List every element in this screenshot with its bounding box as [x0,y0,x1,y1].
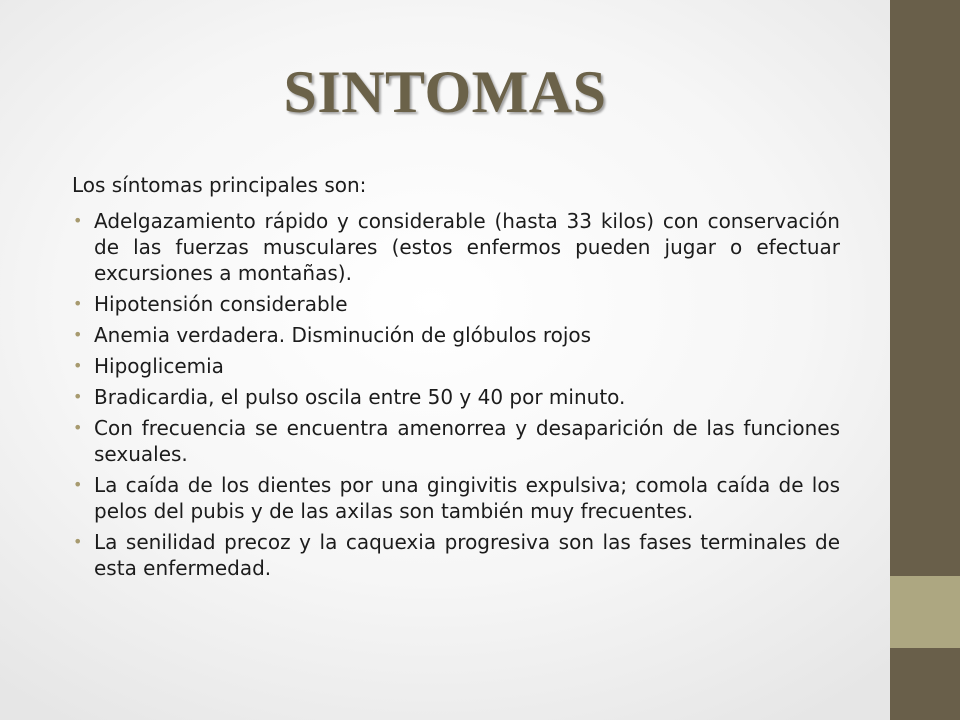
bullet-icon: • [73,418,83,437]
side-accent-bar-bottom [890,648,960,720]
list-item-text: La senilidad precoz y la caquexia progresiva son las fases terminales de esta enfermedad. [94,530,840,580]
slide-body [72,170,840,586]
bullet-icon: • [73,294,83,313]
list-item [72,208,840,286]
bullet-icon: • [73,325,83,344]
side-accent-block [890,576,960,648]
list-item-text: Adelgazamiento rápido y considerable (hasta 33 kilos) con conservación de las fuerzas musculares (estos enfermos pueden jugar o efectuar excursiones a montañas). [94,209,840,285]
list-item [72,472,840,524]
list-item-text: Con frecuencia se encuentra amenorrea y desaparición de las funciones sexuales. [94,416,840,466]
bullet-icon: • [73,475,83,494]
list-item-text: Anemia verdadera. Disminución de glóbulos rojos [94,323,592,347]
list-item-text: Hipoglicemia [94,354,224,378]
side-accent-bar [890,0,960,576]
list-item [72,291,840,317]
slide-title: SINTOMAS [283,59,607,125]
bullet-icon: • [73,356,83,375]
bullet-icon: • [73,532,83,551]
list-item [72,322,840,348]
bullet-icon: • [73,387,83,406]
list-item-text: Bradicardia, el pulso oscila entre 50 y 40 por minuto. [94,385,626,409]
bullet-icon: • [73,211,83,230]
symptom-list [72,208,840,581]
list-item [72,529,840,581]
list-item [72,384,840,410]
list-item [72,415,840,467]
list-item [72,353,840,379]
list-item-text: La caída de los dientes por una gingivitis expulsiva; comola caída de los pelos del pubis y de las axilas son también muy frecuentes. [94,473,840,523]
list-item-text: Hipotensión considerable [94,292,348,316]
intro-text: Los síntomas principales son: [72,173,367,197]
